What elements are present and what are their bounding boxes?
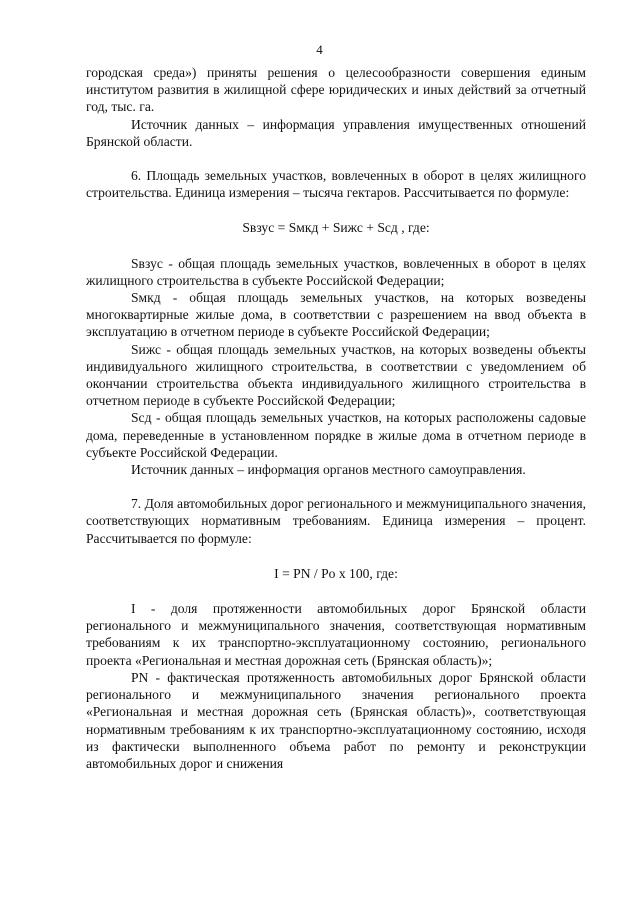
page-body xyxy=(86,64,586,772)
paragraph-data-source-2: Источник данных – информация органов местного самоуправления. xyxy=(131,462,526,478)
definition-pn: PN - фактическая протяженность автомобильных дорог Брянской области регионального и межмуниципального значения регионального проекта «Региональная и местная дорожная сеть (Брянская область)», соответствующая нормативным требованиям к их транспортно-эксплуатационному состоянию, исходя из фактически выполненного объема работ по ремонту и реконструкции автомобильных дорог и снижения xyxy=(86,669,586,771)
paragraph-data-source: Источник данных – информация управления имущественных отношений Брянской области. xyxy=(86,116,586,149)
paragraph-item-7: 7. Доля автомобильных дорог регионального и межмуниципального значения, соответствующих нормативным требованиям. Единица измерения – процент. Рассчитывается по формуле: xyxy=(86,496,586,546)
formula-land-area: Sвзус = Sмкд + Sижс + Sсд , где: xyxy=(242,220,430,236)
formula-road-share: I = PN / Po х 100, где: xyxy=(274,565,398,581)
definition-ssd: Sсд - общая площадь земельных участков, на которых расположены садовые дома, переведенные в установленном порядке в жилые дома в отчетном периоде в субъекте Российской Федерации. xyxy=(86,410,586,460)
paragraph-continuation: городская среда») приняты решения о целесообразности совершения единым институтом развития в жилищной сфере юридических и иных действий за отчетный год, тыс. га. xyxy=(86,65,586,115)
paragraph-item-6: 6. Площадь земельных участков, вовлеченных в оборот в целях жилищного строительства. Единица измерения – тысяча гектаров. Рассчитывается по формуле: xyxy=(86,168,586,201)
definition-sizhs: Sижс - общая площадь земельных участков, на которых возведены объекты индивидуального жилищного строительства, в соответствии с уведомлением об окончании строительства объекта индивидуального жилищного строительства в отчетном периоде в субъекте Российской Федерации; xyxy=(86,341,586,409)
definition-svzus: Sвзус - общая площадь земельных участков, вовлеченных в оборот в целях жилищного строительства в субъекте Российской Федерации; xyxy=(86,255,586,288)
definition-i: I - доля протяженности автомобильных дорог Брянской области регионального и межмуниципального значения, соответствующая нормативным требованиям к их транспортно-эксплуатационному состоянию, регионального проекта «Региональная и местная дорожная сеть (Брянская область)»; xyxy=(86,601,586,668)
definition-smkd: Sмкд - общая площадь земельных участков, на которых возведены многоквартирные жилые дома, в соответствии с разрешением на ввод объекта в эксплуатацию в отчетном периоде в субъекте Российской Федерации; xyxy=(86,290,586,340)
page-number: 4 xyxy=(316,42,323,57)
